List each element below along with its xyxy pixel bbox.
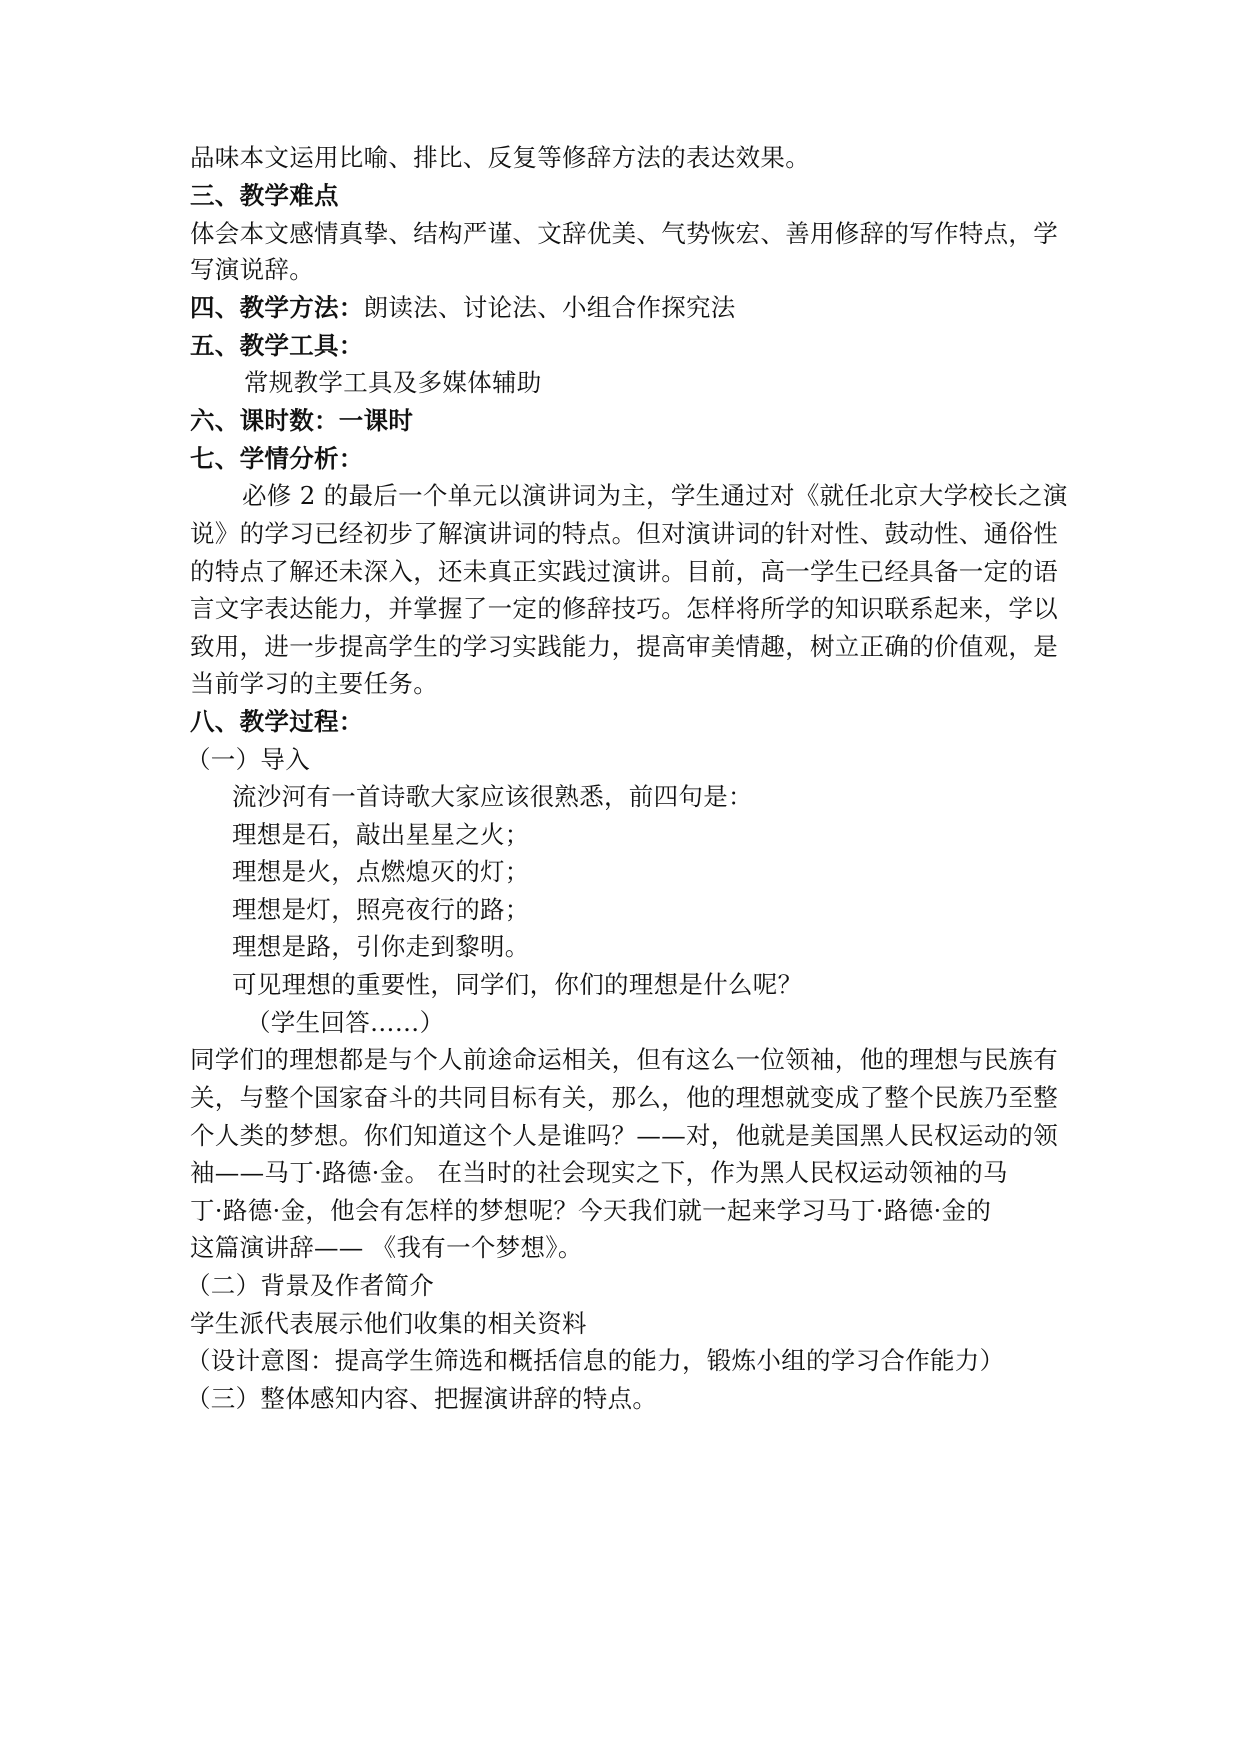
text-line: 这篇演讲辞—— 《我有一个梦想》。 (190, 1233, 583, 1262)
text-line: 的特点了解还未深入，还未真正实践过演讲。目前，高一学生已经具备一定的语 (190, 557, 1058, 586)
text-line: 可见理想的重要性，同学们，你们的理想是什么呢？ (232, 970, 803, 999)
text-line: 丁·路德·金，他会有怎样的梦想呢？今天我们就一起来学习马丁·路德·金的 (190, 1196, 992, 1225)
text-line: 同学们的理想都是与个人前途命运相关，但有这么一位领袖，他的理想与民族有 (190, 1045, 1058, 1074)
text-line: （设计意图：提高学生筛选和概括信息的能力，锻炼小组的学习合作能力） (186, 1346, 1005, 1375)
section-heading: 六、课时数：一课时 (190, 406, 414, 435)
text-line: 写演说辞。 (190, 255, 314, 284)
text-span: 朗读法、讨论法、小组合作探究法 (363, 293, 736, 322)
subsection-heading: （一）导入 (186, 745, 310, 774)
poem-line: 理想是石，敲出星星之火； (232, 820, 530, 849)
section-heading: 四、教学方法： (190, 293, 364, 322)
subsection-heading: （二）背景及作者简介 (186, 1271, 434, 1300)
section-heading: 五、教学工具： (190, 331, 364, 360)
poem-line: 理想是路，引你走到黎明。 (232, 932, 530, 961)
text-line: 致用，进一步提高学生的学习实践能力，提高审美情趣，树立正确的价值观，是 (190, 632, 1058, 661)
text-line: 体会本文感情真挚、结构严谨、文辞优美、气势恢宏、善用修辞的写作特点，学 (190, 219, 1058, 248)
text-line: 个人类的梦想。你们知道这个人是谁吗？——对，他就是美国黑人民权运动的领 (190, 1121, 1058, 1150)
section-heading: 七、学情分析： (190, 444, 364, 473)
text-line: 说》的学习已经初步了解演讲词的特点。但对演讲词的针对性、鼓动性、通俗性 (190, 519, 1058, 548)
text-line: （学生回答……） (246, 1008, 445, 1037)
poem-line: 理想是火，点燃熄灭的灯； (232, 857, 530, 886)
section-heading: 三、教学难点 (190, 181, 339, 210)
text-line: 袖——马丁·路德·金。 在当时的社会现实之下，作为黑人民权运动领袖的马 (190, 1158, 1008, 1187)
text-line: 当前学习的主要任务。 (190, 669, 438, 698)
text-line: 关，与整个国家奋斗的共同目标有关，那么，他的理想就变成了整个民族乃至整 (190, 1083, 1058, 1112)
text-line: 言文字表达能力，并掌握了一定的修辞技巧。怎样将所学的知识联系起来，学以 (190, 594, 1058, 623)
subsection-heading: （三）整体感知内容、把握演讲辞的特点。 (186, 1384, 658, 1413)
text-line: 必修 2 的最后一个单元以演讲词为主，学生通过对《就任北京大学校长之演 (242, 481, 1068, 510)
text-line: 学生派代表展示他们收集的相关资料 (190, 1309, 587, 1338)
text-line: 品味本文运用比喻、排比、反复等修辞方法的表达效果。 (190, 143, 810, 172)
text-line: 流沙河有一首诗歌大家应该很熟悉，前四句是： (232, 782, 753, 811)
poem-line: 理想是灯，照亮夜行的路； (232, 895, 530, 924)
section-heading: 八、教学过程： (190, 707, 364, 736)
text-line: 常规教学工具及多媒体辅助 (244, 368, 542, 397)
teaching-method-line (190, 293, 736, 323)
